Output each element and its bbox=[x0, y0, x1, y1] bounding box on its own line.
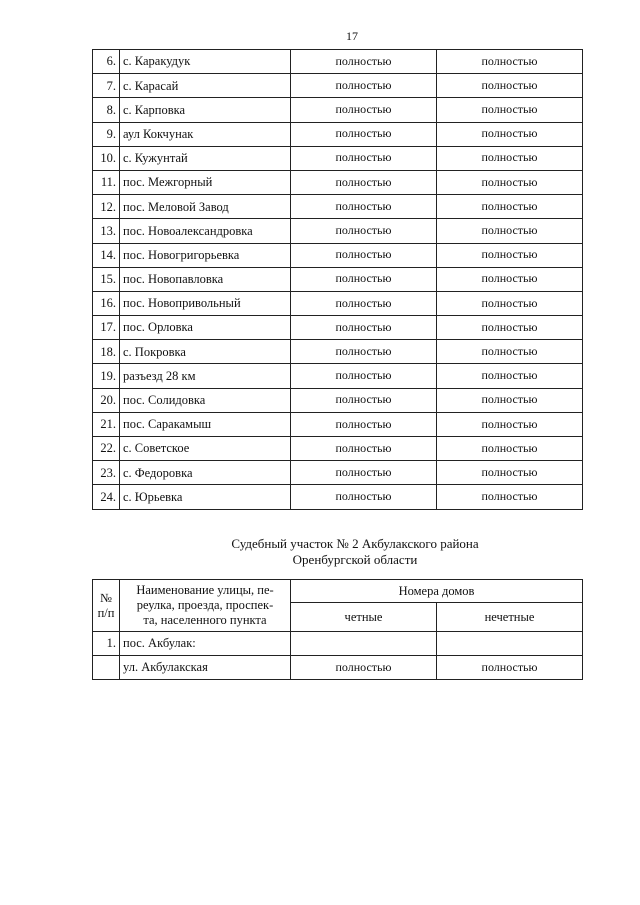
streets-table bbox=[92, 579, 583, 680]
table-row bbox=[93, 485, 583, 509]
row-name: пос. Саракамыш bbox=[120, 412, 291, 436]
row-odd-value: полностью bbox=[437, 170, 583, 194]
header-odd: нечетные bbox=[437, 603, 583, 632]
row-even-value: полностью bbox=[291, 364, 437, 388]
row-even-value: полностью bbox=[291, 122, 437, 146]
row-number: 23. bbox=[93, 461, 120, 485]
page-number: 17 bbox=[346, 29, 358, 43]
table-row bbox=[93, 364, 583, 388]
row-even-value: полностью bbox=[291, 291, 437, 315]
row-even-value bbox=[291, 632, 437, 656]
row-number: 13. bbox=[93, 219, 120, 243]
header-house-numbers: Номера домов bbox=[291, 580, 583, 603]
row-even-value: полностью bbox=[291, 461, 437, 485]
row-number: 22. bbox=[93, 437, 120, 461]
row-name: аул Кокчунак bbox=[120, 122, 291, 146]
row-name: с. Карасай bbox=[120, 74, 291, 98]
table-row bbox=[93, 291, 583, 315]
row-number: 7. bbox=[93, 74, 120, 98]
row-number: 1. bbox=[93, 632, 120, 656]
row-even-value: полностью bbox=[291, 219, 437, 243]
table-row bbox=[93, 656, 583, 680]
row-even-value: полностью bbox=[291, 243, 437, 267]
row-name: пос. Новопавловка bbox=[120, 267, 291, 291]
row-name: с. Юрьевка bbox=[120, 485, 291, 509]
table-row bbox=[93, 122, 583, 146]
row-name: пос. Акбулак: bbox=[120, 632, 291, 656]
row-odd-value: полностью bbox=[437, 656, 583, 680]
row-odd-value: полностью bbox=[437, 388, 583, 412]
row-odd-value: полностью bbox=[437, 437, 583, 461]
row-name: ул. Акбулакская bbox=[120, 656, 291, 680]
row-odd-value: полностью bbox=[437, 74, 583, 98]
row-odd-value: полностью bbox=[437, 122, 583, 146]
row-name: пос. Новогригорьевка bbox=[120, 243, 291, 267]
row-even-value: полностью bbox=[291, 656, 437, 680]
section-title-line-2: Оренбургской области bbox=[292, 552, 418, 567]
row-number: 24. bbox=[93, 485, 120, 509]
row-even-value: полностью bbox=[291, 74, 437, 98]
streets-table-header bbox=[93, 580, 583, 632]
row-odd-value: полностью bbox=[437, 340, 583, 364]
header-even: четные bbox=[291, 603, 437, 632]
table-row bbox=[93, 195, 583, 219]
row-even-value: полностью bbox=[291, 437, 437, 461]
header-number-line-1: № bbox=[100, 590, 112, 605]
row-odd-value: полностью bbox=[437, 316, 583, 340]
table-row bbox=[93, 74, 583, 98]
row-number: 15. bbox=[93, 267, 120, 291]
row-odd-value: полностью bbox=[437, 364, 583, 388]
table-row bbox=[93, 170, 583, 194]
row-odd-value: полностью bbox=[437, 485, 583, 509]
row-name: с. Федоровка bbox=[120, 461, 291, 485]
row-even-value: полностью bbox=[291, 485, 437, 509]
table-row bbox=[93, 243, 583, 267]
row-even-value: полностью bbox=[291, 195, 437, 219]
table-row bbox=[93, 316, 583, 340]
section-title bbox=[160, 536, 550, 568]
row-number: 12. bbox=[93, 195, 120, 219]
row-name: пос. Солидовка bbox=[120, 388, 291, 412]
row-number: 16. bbox=[93, 291, 120, 315]
row-number: 19. bbox=[93, 364, 120, 388]
row-number: 8. bbox=[93, 98, 120, 122]
row-number: 10. bbox=[93, 146, 120, 170]
header-name-line-1: Наименование улицы, пе- bbox=[136, 583, 274, 597]
row-odd-value: полностью bbox=[437, 461, 583, 485]
table-row bbox=[93, 267, 583, 291]
row-even-value: полностью bbox=[291, 50, 437, 74]
row-even-value: полностью bbox=[291, 388, 437, 412]
row-even-value: полностью bbox=[291, 146, 437, 170]
table-row bbox=[93, 219, 583, 243]
row-even-value: полностью bbox=[291, 98, 437, 122]
row-even-value: полностью bbox=[291, 267, 437, 291]
row-odd-value: полностью bbox=[437, 291, 583, 315]
row-name: пос. Межгорный bbox=[120, 170, 291, 194]
row-even-value: полностью bbox=[291, 316, 437, 340]
row-number: 20. bbox=[93, 388, 120, 412]
header-name bbox=[120, 580, 291, 632]
row-even-value: полностью bbox=[291, 340, 437, 364]
settlements-table bbox=[92, 49, 583, 510]
header-number bbox=[93, 580, 120, 632]
row-odd-value: полностью bbox=[437, 195, 583, 219]
header-name-line-2: реулка, проезда, проспек- bbox=[136, 598, 274, 612]
row-odd-value: полностью bbox=[437, 98, 583, 122]
row-number: 9. bbox=[93, 122, 120, 146]
table-row bbox=[93, 412, 583, 436]
table-row bbox=[93, 632, 583, 656]
table-row bbox=[93, 461, 583, 485]
row-name: с. Каракудук bbox=[120, 50, 291, 74]
row-odd-value: полностью bbox=[437, 146, 583, 170]
row-name: разъезд 28 км bbox=[120, 364, 291, 388]
streets-table-body bbox=[93, 632, 583, 680]
row-number: 18. bbox=[93, 340, 120, 364]
row-name: пос. Меловой Завод bbox=[120, 195, 291, 219]
header-name-line-3: та, населенного пункта bbox=[143, 613, 267, 627]
table-row bbox=[93, 98, 583, 122]
row-odd-value: полностью bbox=[437, 219, 583, 243]
table-row bbox=[93, 340, 583, 364]
row-name: с. Кужунтай bbox=[120, 146, 291, 170]
row-number bbox=[93, 656, 120, 680]
row-odd-value: полностью bbox=[437, 267, 583, 291]
row-odd-value: полностью bbox=[437, 412, 583, 436]
row-number: 17. bbox=[93, 316, 120, 340]
section-title-line-1: Судебный участок № 2 Акбулакского района bbox=[231, 536, 479, 551]
row-name: пос. Новопривольный bbox=[120, 291, 291, 315]
table-row bbox=[93, 146, 583, 170]
row-odd-value bbox=[437, 632, 583, 656]
table-row bbox=[93, 50, 583, 74]
row-odd-value: полностью bbox=[437, 243, 583, 267]
row-number: 14. bbox=[93, 243, 120, 267]
row-number: 21. bbox=[93, 412, 120, 436]
row-number: 6. bbox=[93, 50, 120, 74]
row-name: с. Карповка bbox=[120, 98, 291, 122]
settlements-table-body bbox=[93, 50, 583, 510]
row-even-value: полностью bbox=[291, 412, 437, 436]
header-number-line-2: п/п bbox=[97, 605, 115, 620]
table-row bbox=[93, 388, 583, 412]
row-name: пос. Орловка bbox=[120, 316, 291, 340]
row-name: с. Покровка bbox=[120, 340, 291, 364]
row-number: 11. bbox=[93, 170, 120, 194]
row-even-value: полностью bbox=[291, 170, 437, 194]
row-odd-value: полностью bbox=[437, 50, 583, 74]
row-name: с. Советское bbox=[120, 437, 291, 461]
table-row bbox=[93, 437, 583, 461]
row-name: пос. Новоалександровка bbox=[120, 219, 291, 243]
